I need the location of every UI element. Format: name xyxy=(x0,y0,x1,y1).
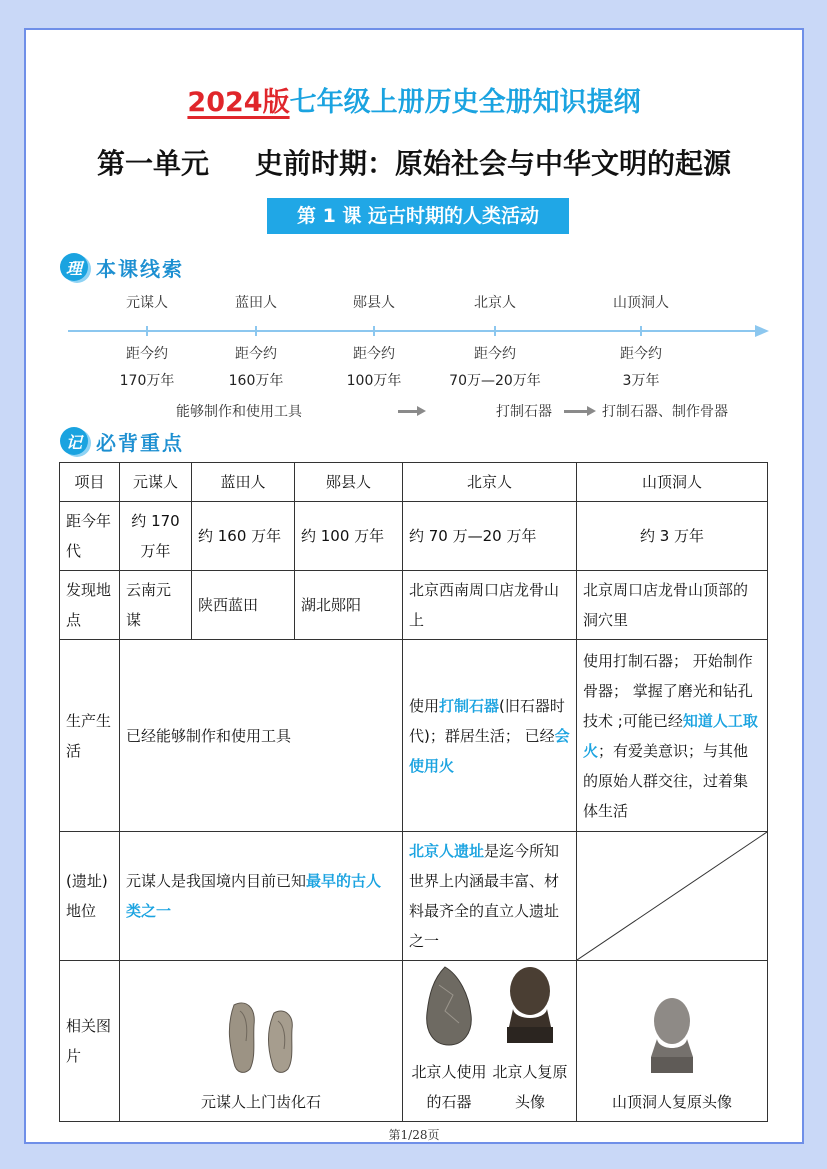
title-text: 七年级上册历史全册知识提纲 xyxy=(289,87,641,118)
timeline-arrow-icon xyxy=(755,325,769,337)
unit-number: 第一单元 xyxy=(96,147,209,180)
lesson-banner: 第 1 课 远古时期的人类活动 xyxy=(267,198,569,234)
timeline-distance-label: 距今约 xyxy=(620,346,662,362)
table-cell xyxy=(403,961,577,1122)
bust-image xyxy=(497,965,563,1047)
table-cell: 约 3 万年 xyxy=(577,502,768,571)
row-label: 距今年代 xyxy=(60,502,120,571)
section-key-points-label: 必背重点 xyxy=(96,430,184,455)
timeline-tick xyxy=(255,326,257,336)
table-cell: 云南元谋 xyxy=(120,571,192,640)
stone-tool-image xyxy=(419,965,479,1047)
section-key-points-heading xyxy=(60,426,184,456)
li-badge-icon: 理 xyxy=(60,253,88,281)
timeline-time: 160万年 xyxy=(228,373,284,389)
timeline-name: 山顶洞人 xyxy=(613,295,669,311)
table-row-life xyxy=(60,640,768,832)
table-cell: 陕西蓝田 xyxy=(192,571,295,640)
picture-caption: 北京人复原头像 xyxy=(492,1063,568,1111)
title-year: 2024版 xyxy=(187,87,290,118)
header-cell: 元谋人 xyxy=(120,463,192,502)
timeline-axis xyxy=(68,330,758,332)
arrow-right-icon xyxy=(398,410,418,413)
document-title xyxy=(26,80,802,119)
timeline-time: 170万年 xyxy=(119,373,175,389)
timeline-note-tools: 能够制作和使用工具 xyxy=(176,404,302,420)
table-header-row xyxy=(60,463,768,502)
diagonal-line xyxy=(577,832,767,960)
timeline-distance-label: 距今约 xyxy=(235,346,277,362)
row-label: (遗址)地位 xyxy=(60,832,120,961)
timeline-distance-label: 距今约 xyxy=(474,346,516,362)
timeline-tick xyxy=(494,326,496,336)
bust-image xyxy=(639,995,705,1077)
header-cell: 蓝田人 xyxy=(192,463,295,502)
picture-caption: 元谋人上门齿化石 xyxy=(200,1093,321,1111)
table-cell: 约 100 万年 xyxy=(295,502,403,571)
timeline-time: 70万—20万年 xyxy=(449,373,541,389)
timeline-time: 3万年 xyxy=(622,373,660,389)
table-cell: 元谋人是我国境内目前已知最早的古人类之一 xyxy=(120,832,403,961)
table-cell: 北京周口店龙骨山顶部的洞穴里 xyxy=(577,571,768,640)
empty-diagonal-cell xyxy=(577,832,768,961)
timeline-name: 北京人 xyxy=(474,295,516,311)
timeline-note-bone: 打制石器、制作骨器 xyxy=(602,404,728,420)
table-cell: 约 160 万年 xyxy=(192,502,295,571)
arrow-right-icon xyxy=(564,410,588,413)
row-label: 生产生活 xyxy=(60,640,120,832)
table-row-place xyxy=(60,571,768,640)
table-cell: 约 70 万—20 万年 xyxy=(403,502,577,571)
page-sheet xyxy=(24,28,804,1144)
row-label: 相关图片 xyxy=(60,961,120,1122)
timeline-tick xyxy=(640,326,642,336)
timeline-name: 蓝田人 xyxy=(235,295,277,311)
table-cell: 北京人遗址是迄今所知世界上内涵最丰富、材料最齐全的直立人遗址之一 xyxy=(403,832,577,961)
header-cell: 山顶洞人 xyxy=(577,463,768,502)
table-cell xyxy=(120,961,403,1122)
ji-badge-icon: 记 xyxy=(60,427,88,455)
timeline-name: 元谋人 xyxy=(126,295,168,311)
table-cell: 约 170 万年 xyxy=(120,502,192,571)
table-cell: 使用打制石器(旧石器时代)；群居生活； 已经会使用火 xyxy=(403,640,577,832)
table-cell: 使用打制石器； 开始制作骨器； 掌握了磨光和钻孔技术 ;可能已经知道人工取火；有爱美意识；与其他的原始人群交往，过着集体生活 xyxy=(577,640,768,832)
table-cell xyxy=(577,961,768,1122)
row-label: 发现地点 xyxy=(60,571,120,640)
tooth-fossil-image xyxy=(216,997,306,1077)
unit-name: 史前时期：原始社会与中华文明的起源 xyxy=(255,147,732,180)
table-cell: 北京西南周口店龙骨山上 xyxy=(403,571,577,640)
table-row-status xyxy=(60,832,768,961)
timeline-distance-label: 距今约 xyxy=(353,346,395,362)
table-row-pictures xyxy=(60,961,768,1122)
table-cell: 湖北郧阳 xyxy=(295,571,403,640)
timeline-time: 100万年 xyxy=(346,373,402,389)
header-cell: 项目 xyxy=(60,463,120,502)
picture-caption: 山顶洞人复原头像 xyxy=(611,1093,732,1111)
table-row-age xyxy=(60,502,768,571)
picture-caption: 北京人使用的石器 xyxy=(411,1063,487,1111)
header-cell: 郧县人 xyxy=(295,463,403,502)
header-cell: 北京人 xyxy=(403,463,577,502)
section-clues-heading xyxy=(60,252,184,282)
timeline-distance-label: 距今约 xyxy=(126,346,168,362)
unit-heading xyxy=(26,142,802,182)
timeline-tick xyxy=(146,326,148,336)
page-number: 第1/28页 xyxy=(388,1128,440,1142)
knowledge-table xyxy=(59,462,768,1122)
table-cell: 已经能够制作和使用工具 xyxy=(120,640,403,832)
timeline-tick xyxy=(373,326,375,336)
section-clues-label: 本课线索 xyxy=(96,256,184,281)
timeline-note-stone: 打制石器 xyxy=(496,404,552,420)
timeline-name: 郧县人 xyxy=(353,295,395,311)
